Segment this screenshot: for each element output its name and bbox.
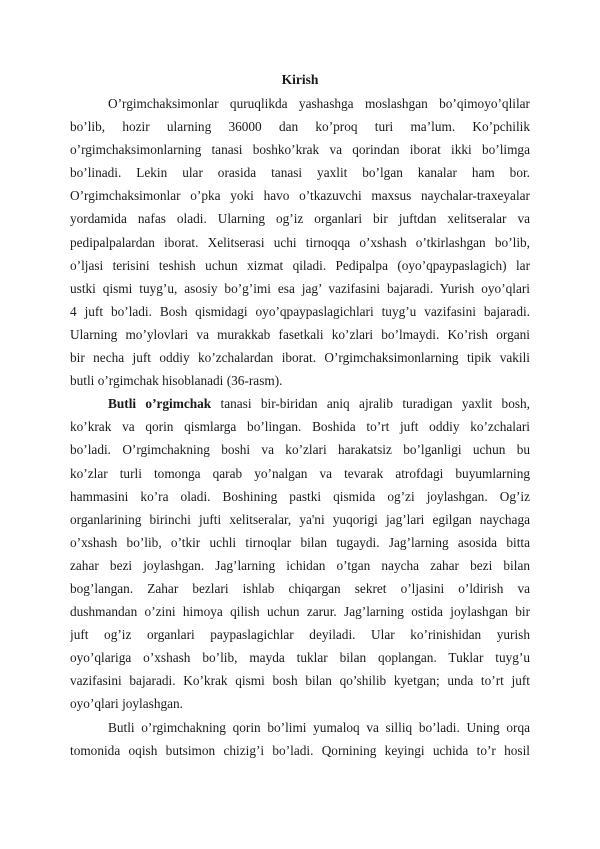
- text-line: ko’zlar turli tomonga qarab yo’nalgan va tevarak atrofdagi buyumlarning: [70, 465, 530, 481]
- text-line: bo’ladi. O’rgimchakning boshi va ko’zlari harakatsiz bo’lganligi uchun bu: [70, 442, 530, 458]
- text-line: O’rgimchaksimonlar quruqlikda yashashga moslashgan bo’qimoyo’qlilar: [108, 96, 530, 111]
- text-line: oyo’qlariga o’xshash bo’lib, mayda tuklar bilan qoplangan. Tuklar tuyg’u: [70, 650, 530, 666]
- text-line: zahar bezi joylashgan. Jag’larning ichidan o’tgan naycha zahar bezi bilan: [70, 557, 530, 573]
- text-line: tomonida oqish butsimon chizig’i bo’ladi. Qornining keyingi uchida to’r hosil: [70, 742, 530, 758]
- text-line: bir necha juft oddiy ko’zchalardan iborat. O’rgimchaksimonlarning tipik vakili: [70, 350, 530, 366]
- text-line: o’ljasi terisini teshish uchun xizmat qiladi. Pedipalpa (oyo’qpaypaslagich) lar: [70, 257, 530, 273]
- text-line: hammasini ko’ra oladi. Boshining pastki qismida og’zi joylashgan. Og’iz: [70, 488, 530, 504]
- body-text: [70, 92, 530, 762]
- page-title: Kirish: [281, 72, 319, 87]
- text-line: vazifasini bajaradi. Ko’krak qismi bosh bilan qo’shilib kyetgan; unda to’rt juft: [70, 673, 530, 689]
- text-line: o’rgimchaksimonlarning tanasi boshko’krak va qorindan iborat ikki bo’limga: [70, 142, 530, 158]
- text-line: pedipalpalardan iborat. Xelitserasi uchi tirnoqqa o’xshash o’tkirlashgan bo’lib,: [70, 234, 530, 250]
- text-line: bo’linadi. Lekin ular orasida tanasi yaxlit bo’lgan kanalar ham bor.: [70, 165, 530, 181]
- paragraph-butli-orgimchak: [70, 392, 530, 715]
- text-line: ko’krak va qorin qismlarga bo’lingan. Boshida to’rt juft oddiy ko’zchalari: [70, 419, 530, 435]
- text-line: ustki qismi tuyg’u, asosiy bo’g’imi esa jag’ vazifasini bajaradi. Yurish oyo’qlari: [70, 280, 530, 296]
- text-line: o’xshash bo’lib, o’tkir uchli tirnoqlar bilan tugaydi. Jag’larning asosida bitta: [70, 534, 530, 550]
- text-line: [70, 392, 530, 415]
- paragraph-qorin: [70, 716, 530, 762]
- text-line: Ularning mo’ylovlari va murakkab fasetkali ko’zlari bo’lmaydi. Ko’rish organi: [70, 326, 530, 342]
- text-line: butli o’rgimchak hisoblanadi (36-rasm).: [70, 373, 283, 389]
- text-line: oyo’qlari joylashgan.: [70, 696, 183, 712]
- text-line: bo’lib, hozir ularning 36000 dan ko’proq turi ma’lum. Ko’pchilik: [70, 119, 530, 135]
- text-line: Butli o’rgimchakning qorin bo’limi yumaloq va silliq bo’ladi. Uning orqa: [108, 719, 530, 735]
- text-line: O’rgimchaksimonlar o’pka yoki havo o’tkazuvchi maxsus naychalar-traxeyalar: [70, 188, 530, 204]
- text-line: 4 juft bo’ladi. Bosh qismidagi oyo’qpaypaslagichlari tuyg’u vazifasini bajaradi.: [70, 303, 530, 319]
- text-line: dushmandan o’zini himoya qilish uchun zarur. Jag’larning ostida joylashgan bir: [70, 604, 530, 620]
- text-line: juft og’iz organlari paypaslagichlar deyiladi. Ular ko’rinishidan yurish: [70, 627, 530, 643]
- text-line: organlarining birinchi jufti xelitseralar, ya'ni yuqorigi jag’lari egilgan naychaga: [70, 511, 530, 527]
- paragraph-intro: [70, 92, 530, 392]
- text-fragment: tanasi bir-biridan aniq ajralib turadigan yaxlit bosh,: [211, 396, 530, 412]
- text-line: bog’langan. Zahar bezlari ishlab chiqargan sekret o’ljasini o’ldirish va: [70, 580, 530, 596]
- text-line: yordamida nafas oladi. Ularning og’iz organlari bir juftdan xelitseralar va: [70, 211, 530, 227]
- bold-term: Butli o’rgimchak: [108, 396, 212, 412]
